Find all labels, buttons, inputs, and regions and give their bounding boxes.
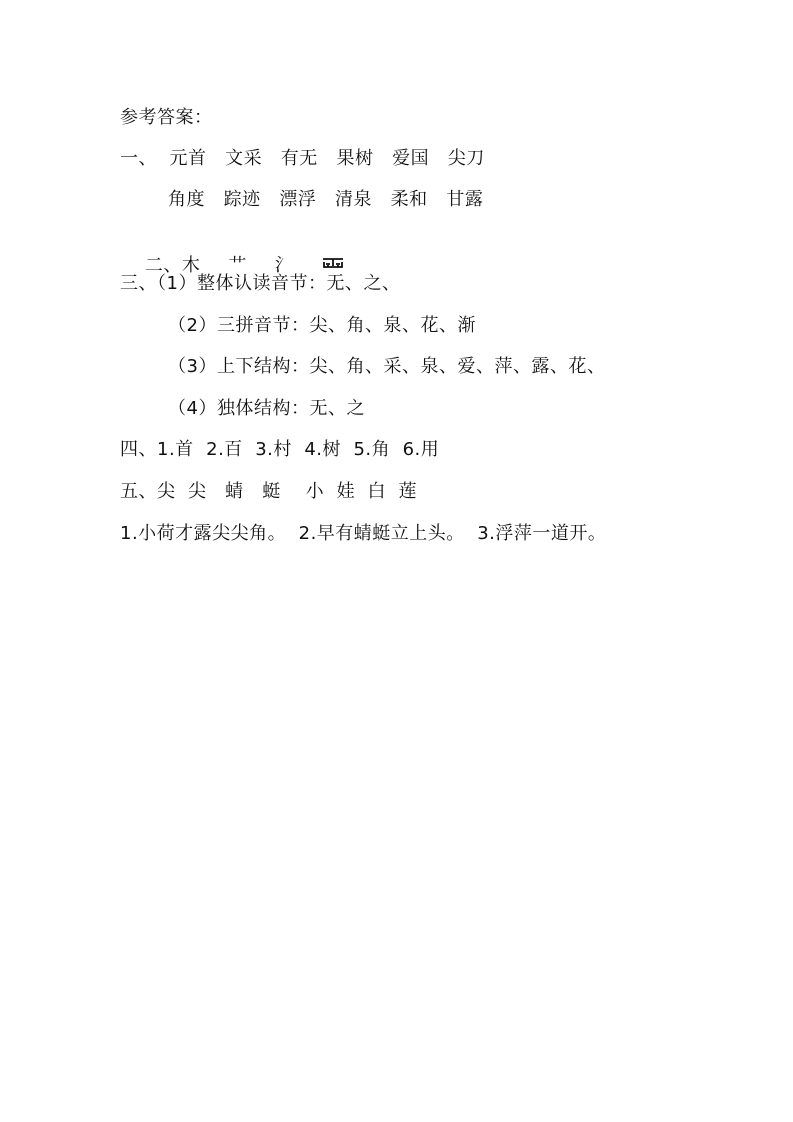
- radical-wood: 木: [181, 255, 201, 276]
- radical-grass: 艹: [228, 255, 247, 276]
- section-4: 四、1.首 2.百 3.村 4.树 5.角 6.用: [120, 439, 440, 460]
- section-3-line-3: （3）上下结构：尖、角、采、泉、爱、萍、露、花、: [168, 356, 606, 377]
- radical-water: 氵: [274, 255, 294, 276]
- section-3-line-2: （2）三拼音节：尖、角、泉、花、渐: [168, 315, 476, 336]
- heading: 参考答案：: [120, 107, 213, 128]
- section-3-line-1: 三、（1）整体认读音节：无、之、: [120, 273, 401, 294]
- section-6: 1.小荷才露尖尖角。 2.早有蜻蜓立上头。 3.浮萍一道开。: [120, 523, 607, 544]
- section-3-line-4: （4）独体结构：无、之: [168, 398, 365, 419]
- section-5: 五、尖 尖 蜻 蜓 小 娃 白 莲: [120, 481, 417, 502]
- section-2-prefix: 二、: [144, 255, 182, 276]
- section-1-line-1: 一、 元首 文采 有无 果树 爱国 尖刀: [120, 148, 485, 169]
- section-1-line-2: 角度 踪迹 漂浮 清泉 柔和 甘露: [168, 189, 484, 210]
